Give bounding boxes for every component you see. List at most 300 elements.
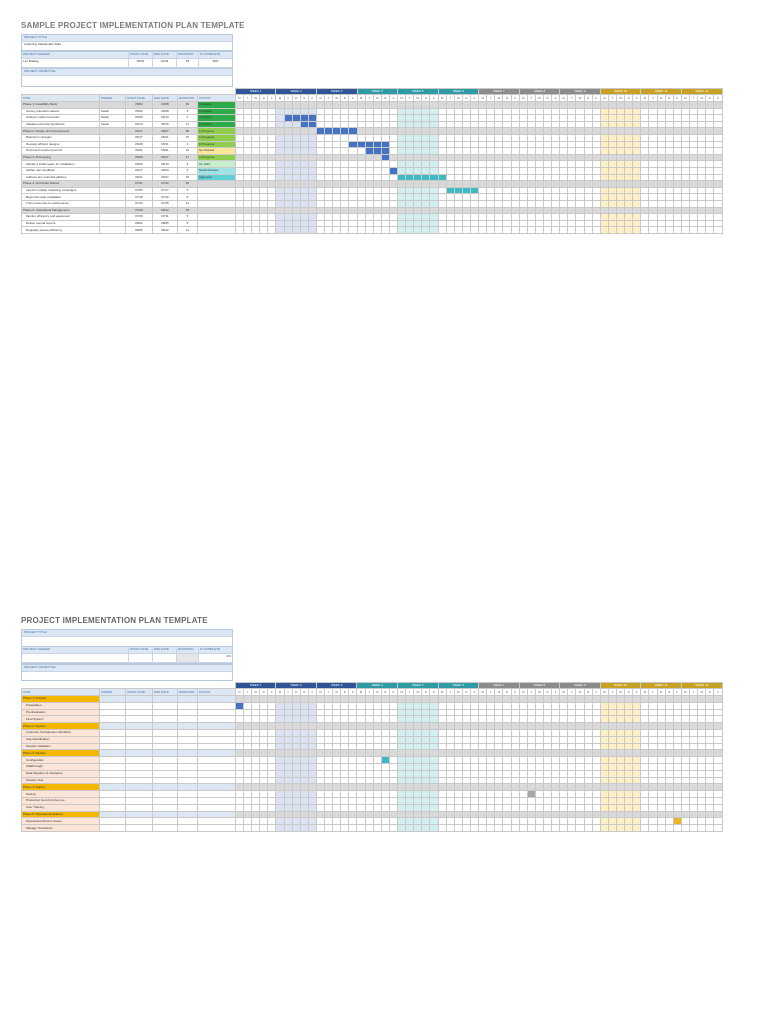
gantt-cell[interactable]	[487, 134, 495, 141]
gantt-cell[interactable]	[584, 763, 592, 770]
gantt-cell[interactable]	[365, 723, 373, 730]
gantt-cell[interactable]	[487, 784, 495, 791]
gantt-cell[interactable]	[584, 757, 592, 764]
gantt-cell[interactable]	[592, 227, 600, 234]
gantt-cell[interactable]	[608, 181, 616, 188]
gantt-cell[interactable]	[649, 220, 657, 227]
gantt-cell[interactable]	[430, 148, 438, 155]
gantt-cell[interactable]	[649, 729, 657, 736]
gantt-cell[interactable]	[454, 743, 462, 750]
gantt-cell[interactable]	[592, 702, 600, 709]
gantt-cell[interactable]	[568, 702, 576, 709]
gantt-cell[interactable]	[373, 200, 381, 207]
gantt-cell[interactable]	[519, 134, 527, 141]
gantt-cell[interactable]	[706, 784, 714, 791]
gantt-cell[interactable]	[462, 709, 470, 716]
gantt-cell[interactable]	[373, 167, 381, 174]
gantt-cell[interactable]	[341, 723, 349, 730]
gantt-cell[interactable]	[592, 207, 600, 214]
gantt-cell[interactable]	[243, 750, 251, 757]
gantt-cell[interactable]	[438, 750, 446, 757]
gantt-cell[interactable]	[519, 709, 527, 716]
gantt-cell[interactable]	[552, 108, 560, 115]
gantt-cell[interactable]	[381, 716, 389, 723]
gantt-cell[interactable]	[665, 108, 673, 115]
gantt-cell[interactable]	[333, 818, 341, 825]
gantt-cell[interactable]	[503, 121, 511, 128]
gantt-cell[interactable]	[544, 757, 552, 764]
gantt-cell[interactable]	[430, 791, 438, 798]
gantt-cell[interactable]	[495, 167, 503, 174]
gantt-cell[interactable]	[706, 729, 714, 736]
gantt-cell[interactable]	[268, 194, 276, 201]
gantt-cell[interactable]	[487, 709, 495, 716]
duration-cell[interactable]	[177, 736, 197, 743]
gantt-cell[interactable]	[649, 797, 657, 804]
gantt-cell[interactable]	[552, 174, 560, 181]
gantt-cell[interactable]	[260, 108, 268, 115]
gantt-cell[interactable]	[333, 174, 341, 181]
gantt-cell[interactable]	[608, 121, 616, 128]
gantt-cell[interactable]	[365, 818, 373, 825]
gantt-cell[interactable]	[446, 214, 454, 221]
gantt-cell[interactable]	[422, 102, 430, 109]
gantt-cell[interactable]	[471, 777, 479, 784]
gantt-cell[interactable]	[430, 220, 438, 227]
gantt-cell[interactable]	[406, 777, 414, 784]
gantt-cell[interactable]	[535, 141, 543, 148]
duration-cell[interactable]: 15	[177, 134, 197, 141]
gantt-cell[interactable]	[617, 167, 625, 174]
gantt-cell[interactable]	[552, 797, 560, 804]
gantt-cell[interactable]	[681, 709, 689, 716]
gantt-cell[interactable]	[584, 743, 592, 750]
gantt-cell[interactable]	[698, 115, 706, 122]
gantt-cell[interactable]	[462, 791, 470, 798]
gantt-cell[interactable]	[600, 194, 608, 201]
gantt-cell[interactable]	[479, 181, 487, 188]
gantt-cell[interactable]	[681, 181, 689, 188]
gantt-cell[interactable]	[268, 154, 276, 161]
gantt-cell[interactable]	[706, 811, 714, 818]
gantt-cell[interactable]	[252, 174, 260, 181]
gantt-cell[interactable]	[422, 121, 430, 128]
gantt-cell[interactable]	[373, 757, 381, 764]
gantt-cell[interactable]	[641, 743, 649, 750]
gantt-cell[interactable]	[260, 736, 268, 743]
gantt-cell[interactable]	[243, 729, 251, 736]
gantt-cell[interactable]	[454, 736, 462, 743]
gantt-cell[interactable]	[325, 696, 333, 703]
gantt-cell[interactable]	[519, 227, 527, 234]
gantt-cell[interactable]	[544, 804, 552, 811]
gantt-cell[interactable]	[714, 770, 723, 777]
gantt-cell[interactable]	[535, 220, 543, 227]
gantt-cell[interactable]	[235, 102, 243, 109]
gantt-cell[interactable]	[316, 797, 324, 804]
gantt-cell[interactable]	[276, 108, 284, 115]
gantt-cell[interactable]	[235, 702, 243, 709]
gantt-cell[interactable]	[600, 716, 608, 723]
gantt-cell[interactable]	[381, 723, 389, 730]
gantt-cell[interactable]	[706, 108, 714, 115]
status-cell[interactable]	[197, 723, 235, 730]
gantt-cell[interactable]	[414, 791, 422, 798]
gantt-cell[interactable]	[608, 797, 616, 804]
gantt-cell[interactable]	[438, 696, 446, 703]
gantt-cell[interactable]	[406, 207, 414, 214]
gantt-cell[interactable]	[373, 784, 381, 791]
gantt-cell[interactable]	[503, 696, 511, 703]
gantt-cell[interactable]	[325, 723, 333, 730]
gantt-cell[interactable]	[276, 200, 284, 207]
gantt-cell[interactable]	[487, 200, 495, 207]
gantt-cell[interactable]	[535, 161, 543, 168]
gantt-cell[interactable]	[276, 797, 284, 804]
gantt-cell[interactable]	[576, 161, 584, 168]
gantt-cell[interactable]	[357, 757, 365, 764]
gantt-cell[interactable]	[422, 115, 430, 122]
gantt-cell[interactable]	[681, 811, 689, 818]
gantt-cell[interactable]	[503, 736, 511, 743]
gantt-cell[interactable]	[357, 770, 365, 777]
gantt-cell[interactable]	[316, 154, 324, 161]
gantt-cell[interactable]	[292, 709, 300, 716]
gantt-cell[interactable]	[471, 729, 479, 736]
gantt-cell[interactable]	[625, 187, 633, 194]
gantt-cell[interactable]	[673, 128, 681, 135]
gantt-cell[interactable]	[341, 174, 349, 181]
gantt-cell[interactable]	[365, 757, 373, 764]
gantt-cell[interactable]	[462, 804, 470, 811]
gantt-cell[interactable]	[462, 108, 470, 115]
gantt-cell[interactable]	[568, 108, 576, 115]
gantt-cell[interactable]	[568, 757, 576, 764]
gantt-cell[interactable]	[519, 702, 527, 709]
gantt-cell[interactable]	[714, 777, 723, 784]
gantt-cell[interactable]	[414, 825, 422, 832]
gantt-cell[interactable]	[649, 108, 657, 115]
gantt-cell[interactable]	[625, 777, 633, 784]
gantt-cell[interactable]	[308, 777, 316, 784]
gantt-cell[interactable]	[479, 757, 487, 764]
gantt-cell[interactable]	[414, 729, 422, 736]
gantt-cell[interactable]	[698, 811, 706, 818]
gantt-cell[interactable]	[373, 194, 381, 201]
gantt-cell[interactable]	[698, 777, 706, 784]
gantt-cell[interactable]	[576, 743, 584, 750]
gantt-cell[interactable]	[544, 750, 552, 757]
gantt-cell[interactable]	[495, 743, 503, 750]
gantt-cell[interactable]	[373, 227, 381, 234]
gantt-cell[interactable]	[625, 750, 633, 757]
gantt-cell[interactable]	[714, 736, 723, 743]
gantt-cell[interactable]	[260, 181, 268, 188]
gantt-cell[interactable]	[617, 187, 625, 194]
gantt-cell[interactable]	[333, 811, 341, 818]
gantt-cell[interactable]	[600, 777, 608, 784]
gantt-cell[interactable]	[284, 174, 292, 181]
gantt-cell[interactable]	[576, 736, 584, 743]
end-cell[interactable]: 06/07	[152, 128, 177, 135]
owner-cell[interactable]	[99, 154, 125, 161]
gantt-cell[interactable]	[268, 770, 276, 777]
task-cell[interactable]: Document required permits	[22, 148, 100, 155]
gantt-cell[interactable]	[608, 716, 616, 723]
gantt-cell[interactable]	[673, 709, 681, 716]
gantt-cell[interactable]	[316, 763, 324, 770]
gantt-cell[interactable]	[284, 207, 292, 214]
gantt-cell[interactable]	[316, 220, 324, 227]
duration-cell[interactable]: 46	[177, 102, 197, 109]
gantt-cell[interactable]	[608, 791, 616, 798]
gantt-cell[interactable]	[276, 214, 284, 221]
gantt-cell[interactable]	[568, 200, 576, 207]
gantt-cell[interactable]	[706, 161, 714, 168]
gantt-cell[interactable]	[600, 200, 608, 207]
gantt-cell[interactable]	[535, 804, 543, 811]
gantt-cell[interactable]	[300, 167, 308, 174]
gantt-cell[interactable]	[495, 115, 503, 122]
gantt-cell[interactable]	[462, 174, 470, 181]
gantt-cell[interactable]	[649, 207, 657, 214]
gantt-cell[interactable]	[471, 723, 479, 730]
gantt-cell[interactable]	[292, 777, 300, 784]
gantt-cell[interactable]	[252, 187, 260, 194]
gantt-cell[interactable]	[365, 194, 373, 201]
gantt-cell[interactable]	[479, 187, 487, 194]
gantt-cell[interactable]	[519, 187, 527, 194]
gantt-cell[interactable]	[446, 736, 454, 743]
gantt-cell[interactable]	[243, 818, 251, 825]
gantt-cell[interactable]	[381, 207, 389, 214]
gantt-cell[interactable]	[535, 825, 543, 832]
gantt-cell[interactable]	[430, 757, 438, 764]
gantt-cell[interactable]	[414, 702, 422, 709]
gantt-cell[interactable]	[438, 200, 446, 207]
gantt-cell[interactable]	[641, 696, 649, 703]
gantt-cell[interactable]	[235, 161, 243, 168]
gantt-cell[interactable]	[714, 797, 723, 804]
duration-cell[interactable]	[177, 716, 197, 723]
gantt-cell[interactable]	[568, 227, 576, 234]
gantt-cell[interactable]	[689, 763, 697, 770]
gantt-cell[interactable]	[681, 763, 689, 770]
gantt-cell[interactable]	[389, 702, 397, 709]
gantt-cell[interactable]	[381, 696, 389, 703]
gantt-cell[interactable]	[511, 723, 519, 730]
gantt-cell[interactable]	[243, 167, 251, 174]
gantt-cell[interactable]	[641, 757, 649, 764]
gantt-cell[interactable]	[665, 784, 673, 791]
gantt-cell[interactable]	[389, 763, 397, 770]
gantt-cell[interactable]	[389, 757, 397, 764]
gantt-cell[interactable]	[519, 181, 527, 188]
gantt-cell[interactable]	[341, 804, 349, 811]
end-cell[interactable]: 05/21	[152, 134, 177, 141]
gantt-cell[interactable]	[243, 187, 251, 194]
gantt-cell[interactable]	[560, 784, 568, 791]
start-cell[interactable]	[125, 811, 152, 818]
gantt-cell[interactable]	[495, 729, 503, 736]
gantt-cell[interactable]	[714, 141, 723, 148]
gantt-cell[interactable]	[633, 818, 641, 825]
gantt-cell[interactable]	[268, 702, 276, 709]
gantt-cell[interactable]	[430, 154, 438, 161]
gantt-cell[interactable]	[454, 723, 462, 730]
gantt-cell[interactable]	[276, 696, 284, 703]
gantt-cell[interactable]	[519, 214, 527, 221]
gantt-cell[interactable]	[681, 115, 689, 122]
gantt-cell[interactable]	[665, 723, 673, 730]
gantt-cell[interactable]	[349, 743, 357, 750]
duration-cell[interactable]	[177, 723, 197, 730]
start-cell[interactable]	[125, 777, 152, 784]
gantt-cell[interactable]	[422, 825, 430, 832]
gantt-cell[interactable]	[414, 200, 422, 207]
gantt-cell[interactable]	[681, 818, 689, 825]
gantt-cell[interactable]	[681, 128, 689, 135]
gantt-cell[interactable]	[576, 811, 584, 818]
gantt-cell[interactable]	[381, 702, 389, 709]
gantt-cell[interactable]	[681, 207, 689, 214]
end-cell[interactable]: 07/17	[152, 187, 177, 194]
gantt-cell[interactable]	[519, 148, 527, 155]
gantt-cell[interactable]	[308, 102, 316, 109]
gantt-cell[interactable]	[406, 214, 414, 221]
gantt-cell[interactable]	[325, 214, 333, 221]
gantt-cell[interactable]	[657, 194, 665, 201]
gantt-cell[interactable]	[616, 750, 624, 757]
gantt-cell[interactable]	[276, 777, 284, 784]
gantt-cell[interactable]	[422, 716, 430, 723]
gantt-cell[interactable]	[349, 108, 357, 115]
gantt-cell[interactable]	[689, 148, 697, 155]
gantt-cell[interactable]	[535, 736, 543, 743]
gantt-cell[interactable]	[430, 181, 438, 188]
gantt-cell[interactable]	[600, 825, 608, 832]
gantt-cell[interactable]	[592, 763, 600, 770]
gantt-cell[interactable]	[365, 154, 373, 161]
gantt-cell[interactable]	[300, 207, 308, 214]
gantt-cell[interactable]	[592, 128, 600, 135]
gantt-cell[interactable]	[357, 207, 365, 214]
gantt-cell[interactable]	[284, 791, 292, 798]
gantt-cell[interactable]	[689, 227, 697, 234]
project-lead-value[interactable]: Lori Bradley	[23, 59, 40, 63]
gantt-cell[interactable]	[406, 102, 414, 109]
gantt-cell[interactable]	[617, 200, 625, 207]
gantt-cell[interactable]	[292, 207, 300, 214]
gantt-cell[interactable]	[308, 154, 316, 161]
gantt-cell[interactable]	[592, 174, 600, 181]
task-cell[interactable]: Phase 1: Feasibility Study	[22, 102, 100, 109]
gantt-cell[interactable]	[260, 187, 268, 194]
end-cell[interactable]	[152, 709, 177, 716]
gantt-cell[interactable]	[511, 141, 519, 148]
gantt-cell[interactable]	[552, 696, 560, 703]
gantt-cell[interactable]	[438, 723, 446, 730]
gantt-cell[interactable]	[665, 736, 673, 743]
gantt-cell[interactable]	[600, 743, 608, 750]
gantt-cell[interactable]	[373, 207, 381, 214]
gantt-cell[interactable]	[414, 777, 422, 784]
gantt-cell[interactable]	[617, 154, 625, 161]
status-cell[interactable]	[197, 214, 235, 221]
end-cell[interactable]	[152, 763, 177, 770]
gantt-cell[interactable]	[365, 777, 373, 784]
gantt-cell[interactable]	[706, 181, 714, 188]
duration-cell[interactable]: 2	[177, 115, 197, 122]
gantt-cell[interactable]	[527, 770, 535, 777]
gantt-cell[interactable]	[446, 763, 454, 770]
gantt-cell[interactable]	[568, 770, 576, 777]
gantt-cell[interactable]	[649, 818, 657, 825]
gantt-cell[interactable]	[689, 797, 697, 804]
gantt-cell[interactable]	[641, 227, 649, 234]
gantt-cell[interactable]	[406, 174, 414, 181]
gantt-cell[interactable]	[333, 736, 341, 743]
gantt-cell[interactable]	[698, 791, 706, 798]
gantt-cell[interactable]	[592, 115, 600, 122]
gantt-cell[interactable]	[592, 154, 600, 161]
gantt-cell[interactable]	[584, 804, 592, 811]
start-cell[interactable]: 07/23	[125, 200, 152, 207]
gantt-cell[interactable]	[698, 825, 706, 832]
gantt-cell[interactable]	[341, 818, 349, 825]
gantt-cell[interactable]	[454, 121, 462, 128]
gantt-cell[interactable]	[300, 716, 308, 723]
gantt-cell[interactable]	[300, 804, 308, 811]
gantt-cell[interactable]	[349, 750, 357, 757]
gantt-cell[interactable]	[698, 818, 706, 825]
gantt-cell[interactable]	[292, 811, 300, 818]
gantt-cell[interactable]	[568, 128, 576, 135]
gantt-cell[interactable]	[527, 108, 535, 115]
gantt-cell[interactable]	[706, 102, 714, 109]
gantt-cell[interactable]	[544, 811, 552, 818]
gantt-cell[interactable]	[714, 825, 723, 832]
duration-cell[interactable]: 38	[177, 128, 197, 135]
gantt-cell[interactable]	[471, 134, 479, 141]
owner-cell[interactable]	[99, 757, 125, 764]
gantt-cell[interactable]	[438, 128, 446, 135]
gantt-cell[interactable]	[706, 723, 714, 730]
gantt-cell[interactable]	[544, 121, 552, 128]
gantt-cell[interactable]	[308, 791, 316, 798]
gantt-cell[interactable]	[503, 128, 511, 135]
gantt-cell[interactable]	[657, 161, 665, 168]
gantt-cell[interactable]	[235, 220, 243, 227]
task-cell[interactable]: Customer Configuration Workflow	[22, 729, 100, 736]
gantt-cell[interactable]	[284, 148, 292, 155]
duration-cell[interactable]	[177, 825, 197, 832]
gantt-cell[interactable]	[560, 128, 568, 135]
gantt-cell[interactable]	[616, 797, 624, 804]
gantt-cell[interactable]	[552, 736, 560, 743]
gantt-cell[interactable]	[357, 763, 365, 770]
gantt-cell[interactable]	[503, 148, 511, 155]
task-cell[interactable]: Phase 2: Explore	[22, 723, 100, 730]
gantt-cell[interactable]	[292, 115, 300, 122]
gantt-cell[interactable]	[511, 200, 519, 207]
gantt-cell[interactable]	[276, 187, 284, 194]
gantt-cell[interactable]	[608, 200, 616, 207]
gantt-cell[interactable]	[430, 187, 438, 194]
gantt-cell[interactable]	[714, 723, 723, 730]
gantt-cell[interactable]	[552, 154, 560, 161]
gantt-cell[interactable]	[446, 757, 454, 764]
